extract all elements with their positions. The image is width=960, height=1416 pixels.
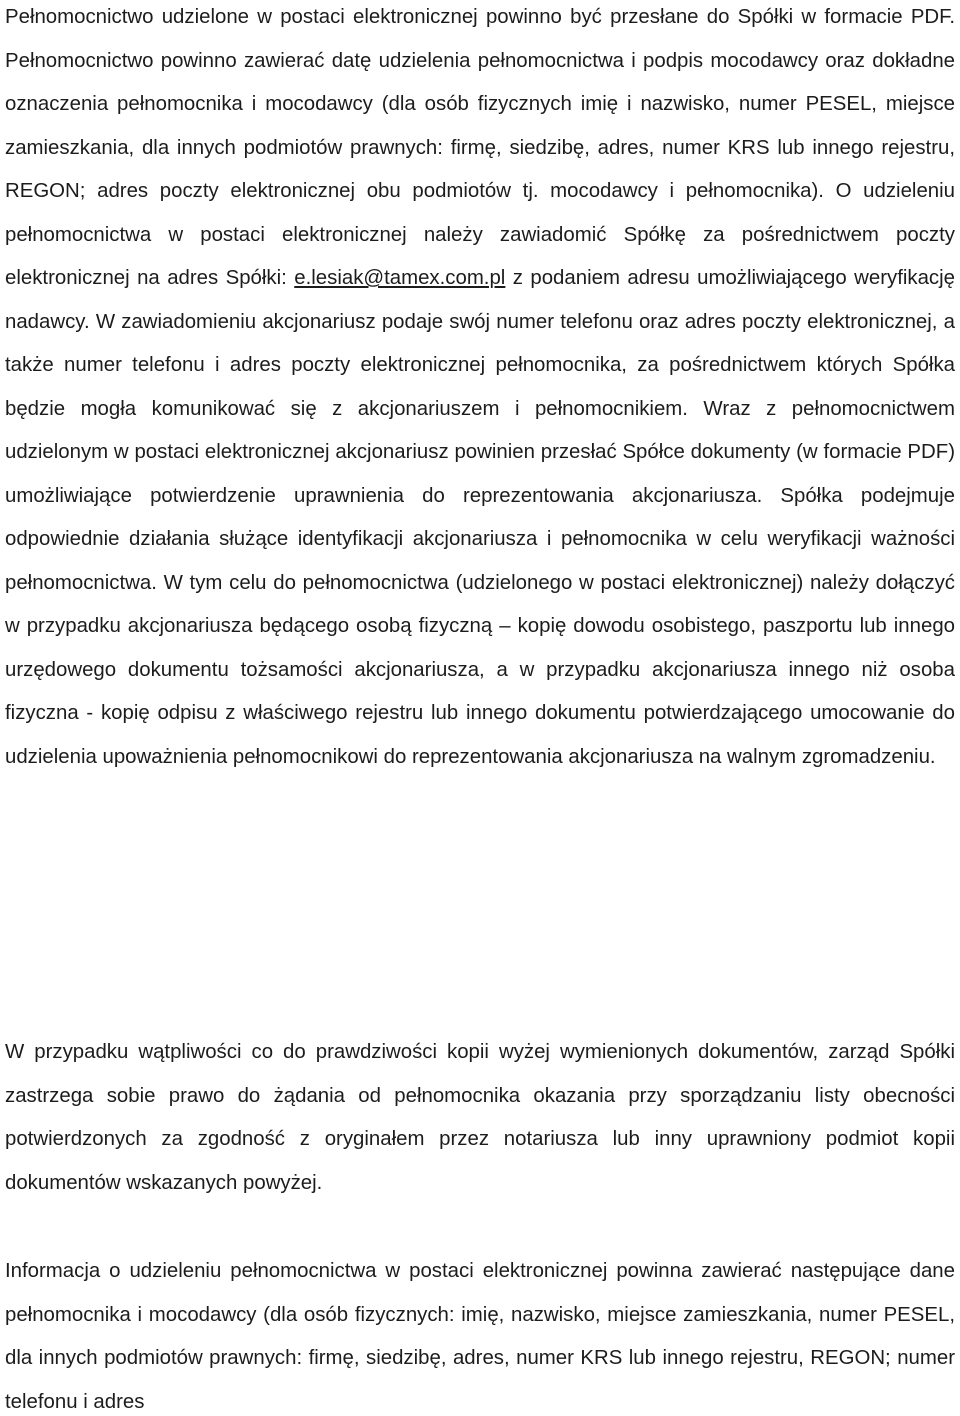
paragraph-proxy-information: Informacja o udzieleniu pełnomocnictwa w postaci elektronicznej powinna zawierać następujące dane pełnomocnika i mocodawcy (dla osób fizycznych: imię, nazwisko, miejsce zamieszkania, numer PESEL, dla innych podmiotów prawnych: firmę, siedzibę, adres, numer KRS lub innego rejestru, REGON; numer telefonu i adres <box>5 1260 955 1413</box>
paragraph-proxy-submission <box>5 0 955 779</box>
paragraph-document-verification: W przypadku wątpliwości co do prawdziwości kopii wyżej wymienionych dokumentów, zarząd Spółki zastrzega sobie prawo do żądania od pełnomocnika okazania przy sporządzaniu listy obecności potwierdzonych za zgodność z oryginałem przez notariusza lub inny uprawniony podmiot kopii dokumentów wskazanych powyżej. <box>5 1041 955 1194</box>
paragraph-text-part1: Pełnomocnictwo udzielone w postaci elektronicznej powinno być przesłane do Spółki w formacie PDF. Pełnomocnictwo powinno zawierać datę udzielenia pełnomocnictwa i podpis mocodawcy oraz dokładne oznaczenia pełnomocnika i mocodawcy (dla osób fizycznych imię i nazwisko, numer PESEL, miejsce zamieszkania, dla innych podmiotów prawnych: firmę, siedzibę, adres, numer KRS lub innego rejestru, REGON; adres poczty elektronicznej obu podmiotów tj. mocodawcy i pełnomocnika). O udzieleniu pełnomocnictwa w postaci elektronicznej należy zawiadomić Spółkę za pośrednictwem poczty elektronicznej na adres Spółki: <box>5 6 955 289</box>
paragraph-text-part2: z podaniem adresu umożliwiającego weryfikację nadawcy. W zawiadomieniu akcjonariusz podaje swój numer telefonu oraz adres poczty elektronicznej, a także numer telefonu i adres poczty elektronicznej pełnomocnika, za pośrednictwem których Spółka będzie mogła komunikować się z akcjonariuszem i pełnomocnikiem. Wraz z pełnomocnictwem udzielonym w postaci elektronicznej akcjonariusz powinien przesłać Spółce dokumenty (w formacie PDF) umożliwiające potwierdzenie uprawnienia do reprezentowania akcjonariusza. Spółka podejmuje odpowiednie działania służące identyfikacji akcjonariusza i pełnomocnika w celu weryfikacji ważności pełnomocnictwa. W tym celu do pełnomocnictwa (udzielonego w postaci elektronicznej) należy dołączyć w przypadku akcjonariusza będącego osobą fizyczną – kopię dowodu osobistego, paszportu lub innego urzędowego dokumentu tożsamości akcjonariusza, a w przypadku akcjonariusza innego niż osoba fizyczna - kopię odpisu z właściwego rejestru lub innego dokumentu potwierdzającego umocowanie do udzielenia upoważnienia pełnomocnikowi do reprezentowania akcjonariusza na walnym zgromadzeniu. <box>5 267 955 768</box>
company-email-link[interactable]: e.lesiak@tamex.com.pl <box>294 267 506 289</box>
